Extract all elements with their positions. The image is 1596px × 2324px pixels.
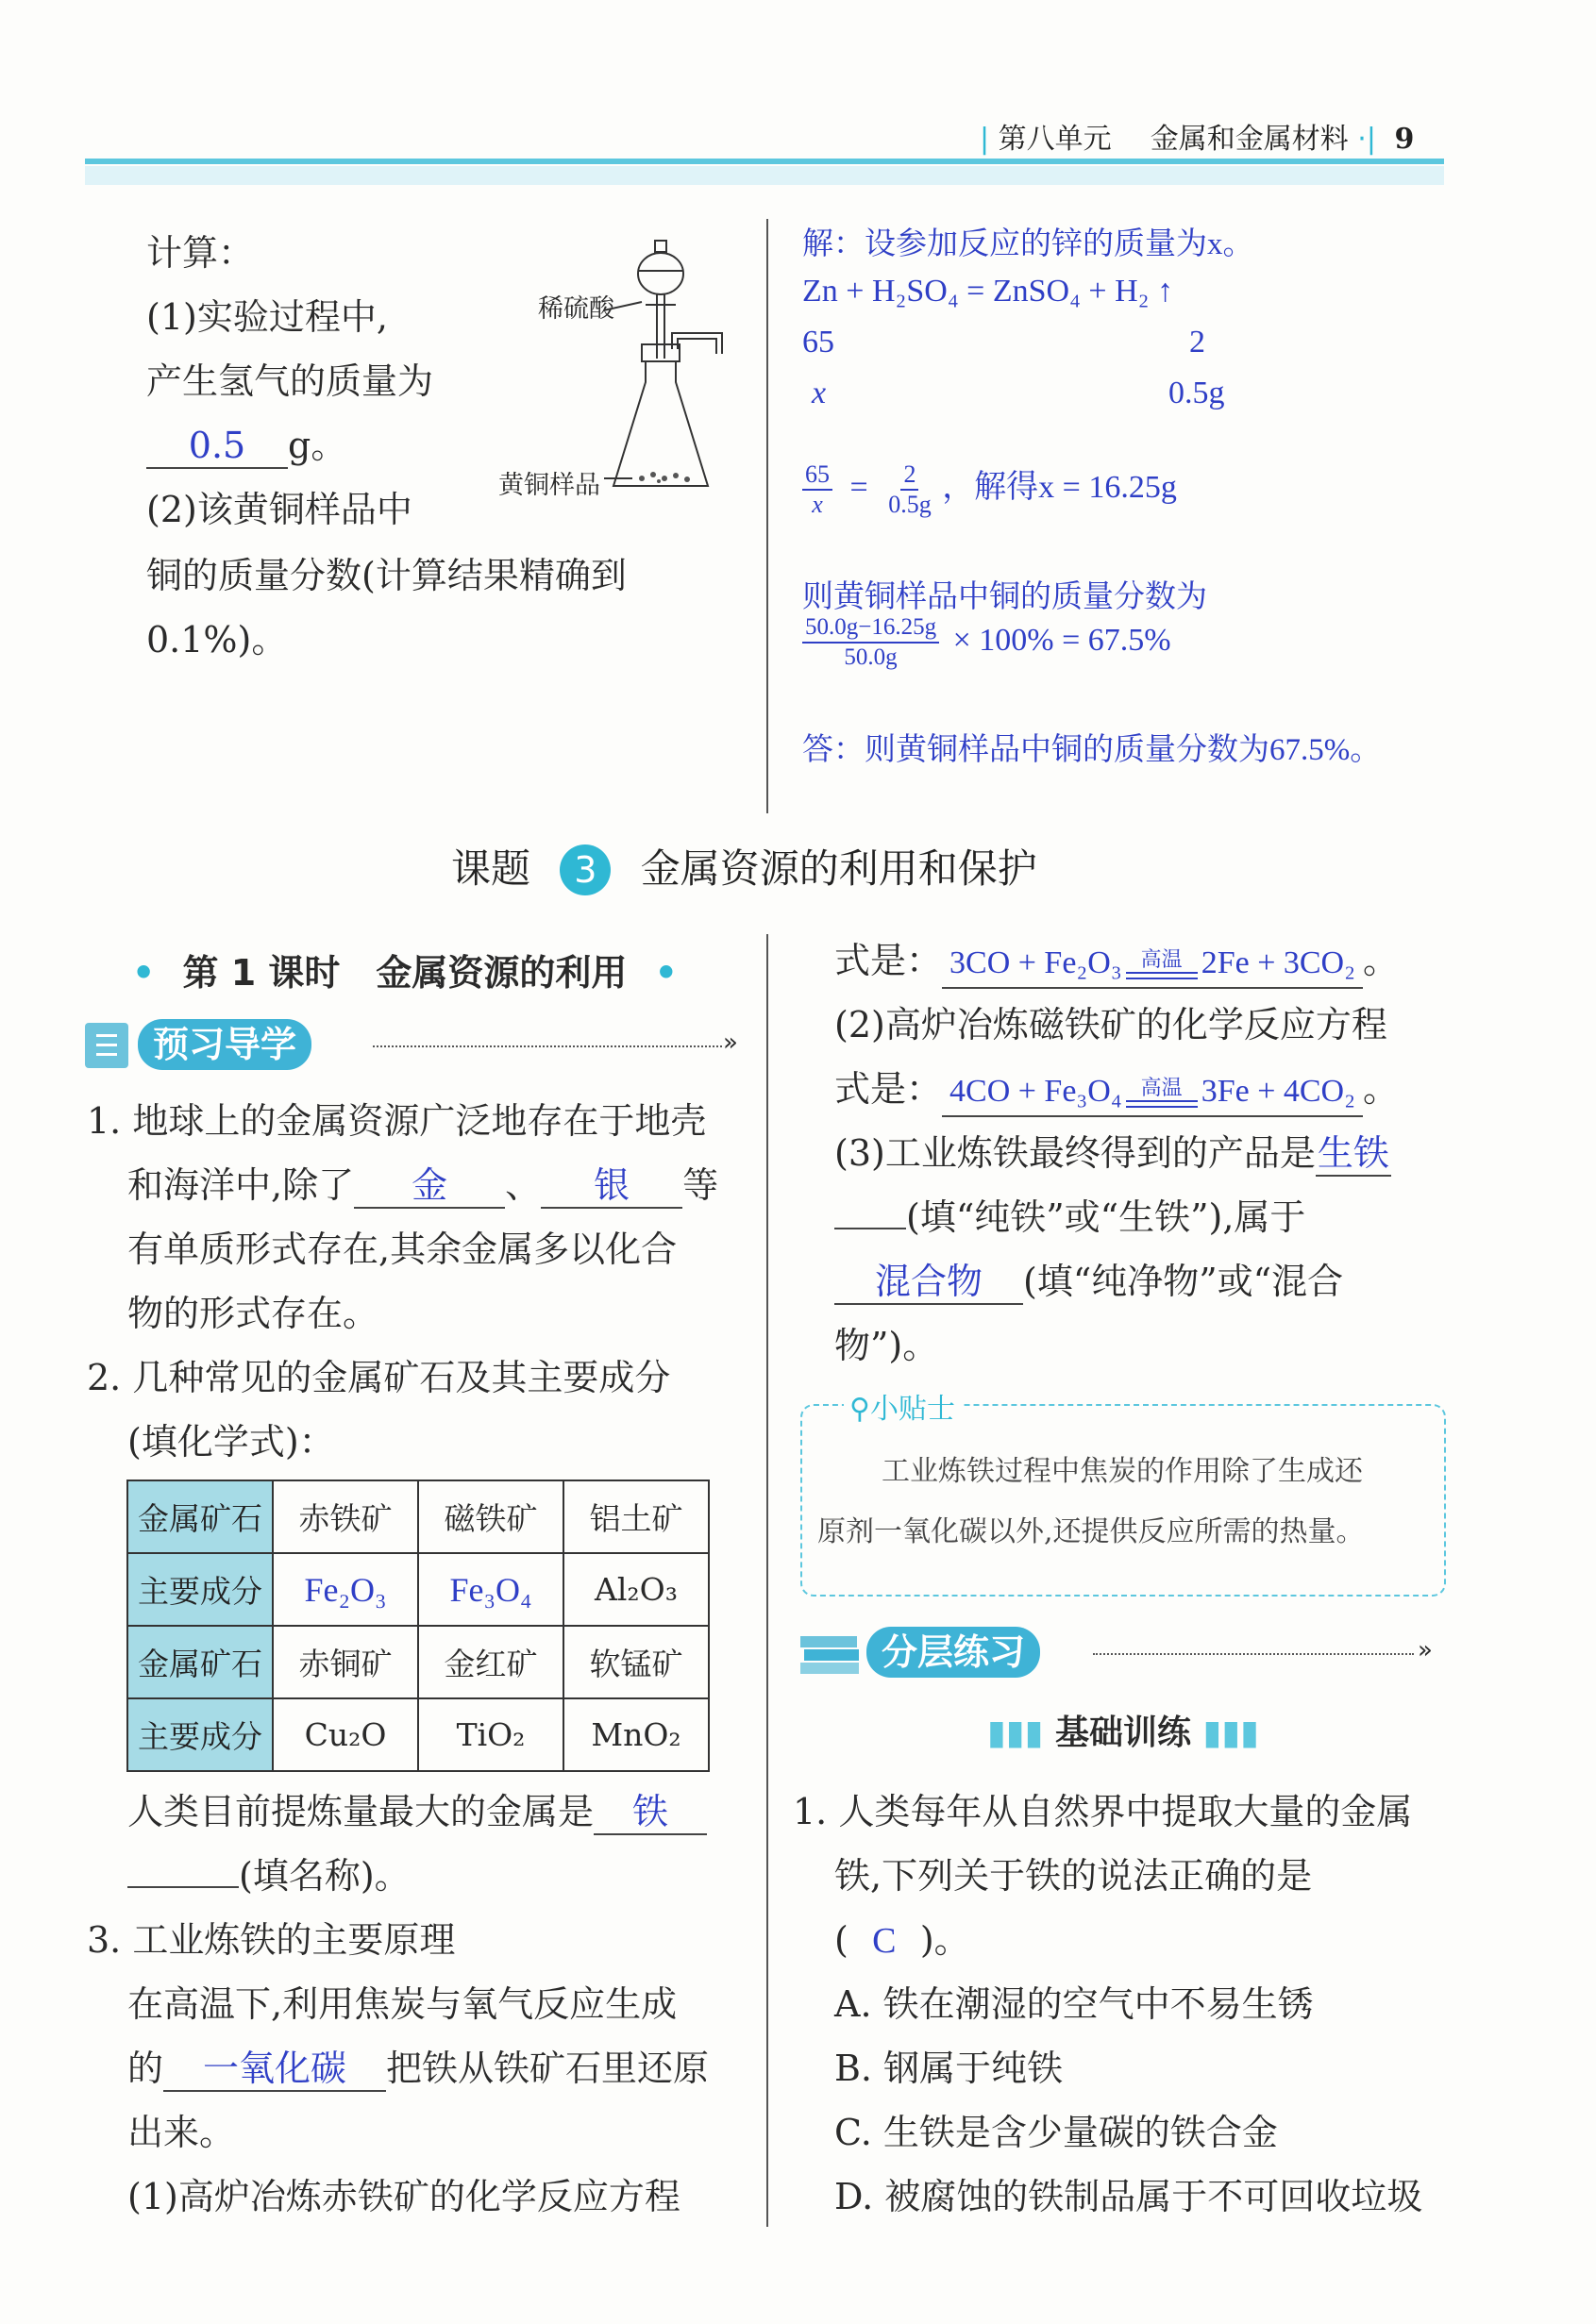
q2-after-line1: 人类目前提炼量最大的金属是 铁 [127,1780,707,1844]
q2-line1: 2. 几种常见的金属矿石及其主要成分 [87,1357,671,1398]
preview-section-banner: 预习导学 » [85,1017,746,1074]
solution-setup: 解：设参加反应的锌的质量为x。 [802,227,1254,261]
period-title: • 第 1 课时 金属资源的利用 • [132,952,678,994]
hydrogen-mass-answer: 0.5 [146,424,288,469]
ratio-bottom-right: 0.5g [1168,376,1225,410]
books-icon [800,1636,861,1674]
q3-line5: (1)高炉冶炼赤铁矿的化学反应方程 [127,2176,680,2217]
option-d: D. 被腐蚀的铁制品属于不可回收垃圾 [834,2176,1423,2217]
tip-line2: 原剂一氧化碳以外,还提供反应所需的热量。 [817,1515,1365,1548]
table-row: 主要成分 Fe₂O₃ Fe₃O₄ Al₂O₃ [127,1553,709,1626]
table-row: 主要成分 Cu₂O TiO₂ MnO₂ [127,1698,709,1771]
header-subject: 金属和金属材料 [1150,123,1349,156]
mc-line2: 铁,下列关于铁的说法正确的是 [834,1855,1313,1897]
reaction-equation: Zn + H₂SO₄ = ZnSO₄ + H₂ ↑ [802,274,1174,309]
option-c: C. 生铁是含少量碳的铁合金 [834,2112,1278,2153]
q3-answer-co: 一氧化碳 [163,2047,386,2092]
q1-line4: 物的形式存在。 [127,1293,379,1334]
calc-q1-answer-line: 0.5 g。 [146,413,346,477]
column-divider-bottom [766,934,768,2227]
practice-section-banner: 分层练习 » [800,1625,1442,1683]
ratio-top-left: 65 [802,325,834,359]
q3-line4: 出来。 [127,2112,236,2153]
q1-line1: 1. 地球上的金属资源广泛地存在于地壳 [87,1100,707,1142]
tip-title: ⚲小贴士 [844,1385,961,1427]
option-a: A. 铁在潮湿的空气中不易生锈 [834,1983,1314,2025]
mc-line1: 1. 人类每年从自然界中提取大量的金属 [793,1791,1413,1832]
acid-label: 稀硫酸 [538,294,614,324]
ratio-bottom-left: x [812,376,827,410]
mc-line3: ( C )。 [834,1908,970,1973]
eq2-line: 式是： 4CO + Fe₃O₄ 高温 3Fe + 4CO₂ 。 [834,1057,1399,1121]
q1-line3: 有单质形式存在,其余金属多以化合 [127,1229,678,1270]
q3-line3: 的 一氧化碳 把铁从铁矿石里还原 [127,2036,709,2100]
header-rule-light [85,166,1444,185]
basic-training-heading: ▮▮▮ 基础训练 ▮▮▮ [987,1714,1259,1752]
calc-q1-line2: 产生氢气的质量为 [146,360,434,402]
percent-calc: $\frac{50.0g-16.25g}{50.0g}$ × 100% = 67.5% [802,613,1171,672]
q1-answer-silver: 银 [541,1163,682,1209]
r3-line4: 物”)。 [834,1325,939,1366]
r3-answer-pig-iron: 生铁 [1316,1131,1391,1177]
q1-line2: 和海洋中,除了 金 、 银 等 [127,1153,718,1217]
flask-apparatus-figure [604,231,736,505]
magnifier-icon: ⚲ [849,1393,870,1426]
q1-answer-gold: 金 [354,1163,505,1209]
solution-answer: 答：则黄铜样品中铜的质量分数为67.5%。 [802,733,1382,767]
page-header: | 第八单元 金属和金属材料 ·| 9 [85,111,1444,168]
eq1-line: 式是： 3CO + Fe₂O₃ 高温 2Fe + 3CO₂ 。 [834,928,1399,993]
mc-answer: C [872,1921,897,1961]
q3-line1: 3. 工业炼铁的主要原理 [87,1919,456,1961]
r3-answer-mixture: 混合物 [834,1260,1023,1305]
header-rule [85,159,1444,164]
calc-heading: 计算： [146,232,255,274]
practice-section-title: 分层练习 [866,1627,1040,1678]
preview-section-title: 预习导学 [138,1019,311,1070]
ore-table [126,1480,710,1772]
table-row: 金属矿石 赤铁矿 磁铁矿 铝土矿 [127,1480,709,1553]
percent-intro: 则黄铜样品中铜的质量分数为 [802,580,1207,614]
lesson-title: 课题 3 金属资源的利用和保护 [451,838,1037,895]
r3-line2: (填“纯铁”或“生铁”),属于 [834,1185,1305,1249]
lesson-number-badge: 3 [560,844,611,895]
sample-label: 黄铜样品 [498,471,600,500]
r3-line3: 混合物 (填“纯净物”或“混合 [834,1249,1343,1313]
calc-q1-line1: (1)实验过程中, [146,296,388,338]
q2-answer-iron: 铁 [594,1790,707,1835]
proportion-equation: $\frac{65}{x}$ = $\frac{2}{0.5g}$ ，解得x = 16.25g [802,460,1177,519]
tip-line1: 工业炼铁过程中焦炭的作用除了生成还 [882,1455,1363,1488]
q2-after-line2: (填名称)。 [127,1844,411,1908]
tip-box [800,1393,1446,1597]
table-row: 金属矿石 赤铜矿 金红矿 软锰矿 [127,1626,709,1698]
q3-line2: 在高温下,利用焦炭与氧气反应生成 [127,1983,678,2025]
calc-q2-line2: 铜的质量分数(计算结果精确到 [146,555,627,596]
option-b: B. 钢属于纯铁 [834,2048,1064,2089]
calc-q2-line3: 0.1%)。 [146,619,288,660]
r2-line: (2)高炉冶炼磁铁矿的化学反应方程 [834,1004,1387,1045]
notebook-icon [85,1023,128,1068]
column-divider-top [766,219,768,813]
q2-line2: (填化学式)： [127,1421,335,1463]
r3-line1: (3)工业炼铁最终得到的产品是生铁 [834,1121,1391,1185]
ratio-top-right: 2 [1189,325,1205,359]
header-unit: 第八单元 [998,123,1112,156]
calc-q2-line1: (2)该黄铜样品中 [146,489,412,530]
page-number: 9 [1394,123,1415,156]
